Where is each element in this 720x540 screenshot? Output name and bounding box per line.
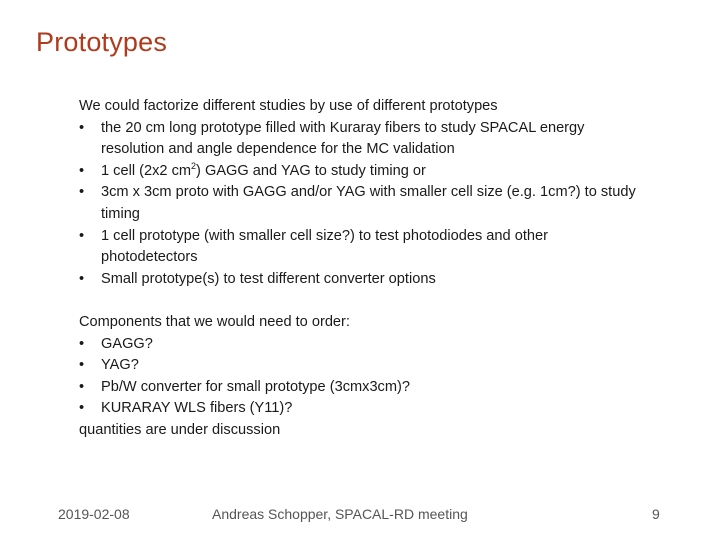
slide-body bbox=[79, 96, 639, 442]
bullet-glyph: • bbox=[79, 400, 85, 417]
studies-list bbox=[79, 118, 639, 291]
list-item: • 1 cell prototype (with smaller cell size?) to test photodiodes and other photodetectors bbox=[79, 227, 548, 266]
bullet-glyph: • bbox=[79, 119, 85, 136]
paragraph-spacer bbox=[79, 290, 639, 312]
list-item: • 1 cell (2x2 $cm^2$) GAGG and YAG to study timing or bbox=[79, 161, 639, 183]
list-item: • the 20 cm long prototype filled with Kuraray fibers to study SPACAL energy resolution and angle dependence for the MC validation bbox=[79, 119, 585, 158]
closing-text: quantities are under discussion bbox=[79, 421, 281, 438]
slide-title: Prototypes bbox=[36, 27, 168, 57]
bullet-glyph: • bbox=[79, 227, 85, 244]
bullet-glyph: • bbox=[79, 335, 85, 352]
footer-date: 2019-02-08 bbox=[58, 506, 130, 522]
footer-presenter: Andreas Schopper, SPACAL-RD meeting bbox=[212, 506, 468, 522]
footer-page-number: 9 bbox=[652, 506, 660, 522]
list-item: • GAGG? bbox=[79, 334, 639, 356]
components-heading: Components that we would need to order: bbox=[79, 313, 350, 330]
bullet-glyph: • bbox=[79, 184, 85, 201]
intro-text: We could factorize different studies by use of different prototypes bbox=[79, 98, 498, 114]
list-item: • 3cm x 3cm proto with GAGG and/or YAG with smaller cell size (e.g. 1cm?) to study timing bbox=[79, 184, 636, 222]
list-item: • KURARAY WLS fibers (Y11)? bbox=[79, 398, 639, 420]
list-item: • YAG? bbox=[79, 355, 639, 377]
bullet-glyph: • bbox=[79, 270, 85, 287]
list-item: • Pb/W converter for small prototype (3cmx3cm)? bbox=[79, 377, 639, 399]
bullet-glyph: • bbox=[79, 357, 85, 374]
components-list bbox=[79, 334, 639, 420]
bullet-glyph: • bbox=[79, 162, 85, 179]
bullet-glyph: • bbox=[79, 378, 85, 395]
list-item: • Small prototype(s) to test different converter options bbox=[79, 269, 639, 291]
